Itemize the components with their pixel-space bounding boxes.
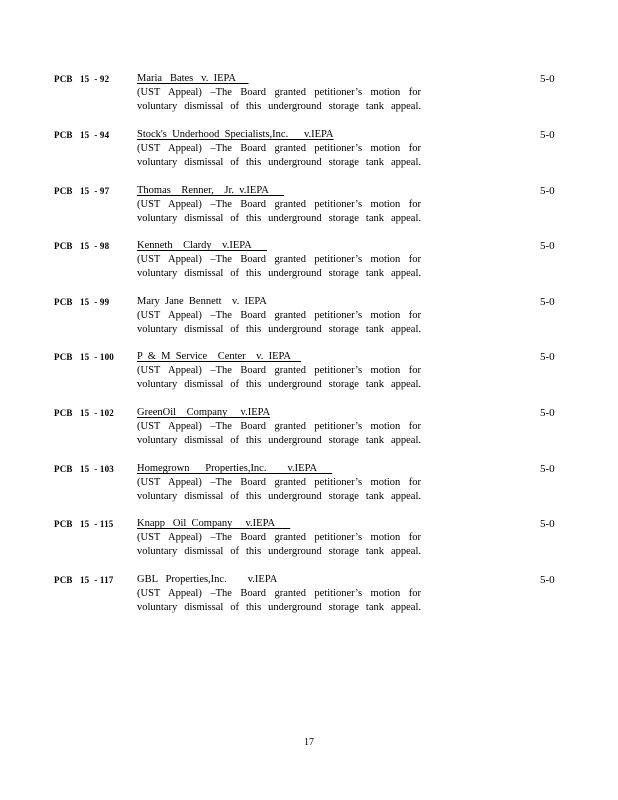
case-description-line: voluntary dismissal of this underground storage tank appeal.	[137, 157, 421, 168]
vote-count: 5-0	[540, 463, 555, 475]
case-entry	[0, 295, 618, 343]
case-entry	[0, 462, 618, 510]
case-entry	[0, 239, 618, 287]
case-description-line: (UST Appeal) –The Board granted petitioner’s motion for	[137, 421, 421, 432]
case-entry	[0, 184, 618, 232]
case-description-line: (UST Appeal) –The Board granted petitioner’s motion for	[137, 87, 421, 98]
case-description-line: voluntary dismissal of this underground storage tank appeal.	[137, 435, 421, 446]
case-entry	[0, 350, 618, 398]
case-description-line: (UST Appeal) –The Board granted petitioner’s motion for	[137, 310, 421, 321]
case-description-line: (UST Appeal) –The Board granted petitioner’s motion for	[137, 477, 421, 488]
case-description-line: voluntary dismissal of this underground storage tank appeal.	[137, 491, 421, 502]
vote-count: 5-0	[540, 351, 555, 363]
case-description-line: (UST Appeal) –The Board granted petitioner’s motion for	[137, 254, 421, 265]
case-number: PCB 15 - 102	[54, 408, 114, 418]
case-description-line: (UST Appeal) –The Board granted petitioner’s motion for	[137, 143, 421, 154]
case-number: PCB 15 - 97	[54, 186, 110, 196]
case-caption: GBL Properties,Inc. v.IEPA	[137, 574, 278, 585]
vote-count: 5-0	[540, 296, 555, 308]
case-number: PCB 15 - 94	[54, 130, 110, 140]
case-description-line: voluntary dismissal of this underground storage tank appeal.	[137, 101, 421, 112]
case-description-line: voluntary dismissal of this underground storage tank appeal.	[137, 546, 421, 557]
page-number: 17	[304, 737, 314, 748]
case-body	[137, 128, 422, 170]
vote-count: 5-0	[540, 73, 555, 85]
case-body	[137, 295, 422, 337]
case-caption: Knapp Oil Company v.IEPA	[137, 518, 291, 529]
vote-count: 5-0	[540, 574, 555, 586]
case-description-line: voluntary dismissal of this underground storage tank appeal.	[137, 324, 421, 335]
case-number: PCB 15 - 98	[54, 241, 110, 251]
case-description-line: (UST Appeal) –The Board granted petitioner’s motion for	[137, 588, 421, 599]
case-description-line: voluntary dismissal of this underground storage tank appeal.	[137, 213, 421, 224]
case-caption: P & M Service Center v. IEPA	[137, 351, 301, 362]
case-caption: Homegrown Properties,Inc. v.IEPA	[137, 463, 333, 474]
case-caption: Stock's Underhood Specialists,Inc. v.IEPA	[137, 129, 334, 140]
case-number: PCB 15 - 99	[54, 297, 110, 307]
case-body	[137, 462, 422, 504]
vote-count: 5-0	[540, 129, 555, 141]
case-number: PCB 15 - 115	[54, 519, 114, 529]
case-caption: GreenOil Company v.IEPA	[137, 407, 271, 418]
case-body	[137, 239, 422, 281]
case-entry	[0, 517, 618, 565]
case-caption: Thomas Renner, Jr. v.IEPA	[137, 185, 284, 196]
case-description-line: voluntary dismissal of this underground storage tank appeal.	[137, 379, 421, 390]
case-number: PCB 15 - 117	[54, 575, 114, 585]
case-description-line: voluntary dismissal of this underground storage tank appeal.	[137, 268, 421, 279]
case-entry	[0, 406, 618, 454]
case-body	[137, 350, 422, 392]
case-caption: Mary Jane Bennett v. IEPA	[137, 296, 267, 307]
case-description-line: (UST Appeal) –The Board granted petitioner’s motion for	[137, 199, 421, 210]
case-body	[137, 72, 422, 114]
case-body	[137, 517, 422, 559]
vote-count: 5-0	[540, 240, 555, 252]
case-entry	[0, 573, 618, 621]
vote-count: 5-0	[540, 407, 555, 419]
case-body	[137, 573, 422, 615]
case-description-line: (UST Appeal) –The Board granted petitioner’s motion for	[137, 532, 421, 543]
case-number: PCB 15 - 103	[54, 464, 114, 474]
case-number: PCB 15 - 100	[54, 352, 114, 362]
case-body	[137, 184, 422, 226]
case-entry	[0, 128, 618, 176]
vote-count: 5-0	[540, 185, 555, 197]
case-number: PCB 15 - 92	[54, 74, 110, 84]
case-entry	[0, 72, 618, 120]
case-description-line: (UST Appeal) –The Board granted petitioner’s motion for	[137, 365, 421, 376]
vote-count: 5-0	[540, 518, 555, 530]
case-description-line: voluntary dismissal of this underground storage tank appeal.	[137, 602, 421, 613]
case-caption: Maria Bates v. IEPA	[137, 73, 249, 84]
case-body	[137, 406, 422, 448]
case-caption: Kenneth Clardy v.IEPA	[137, 240, 267, 251]
